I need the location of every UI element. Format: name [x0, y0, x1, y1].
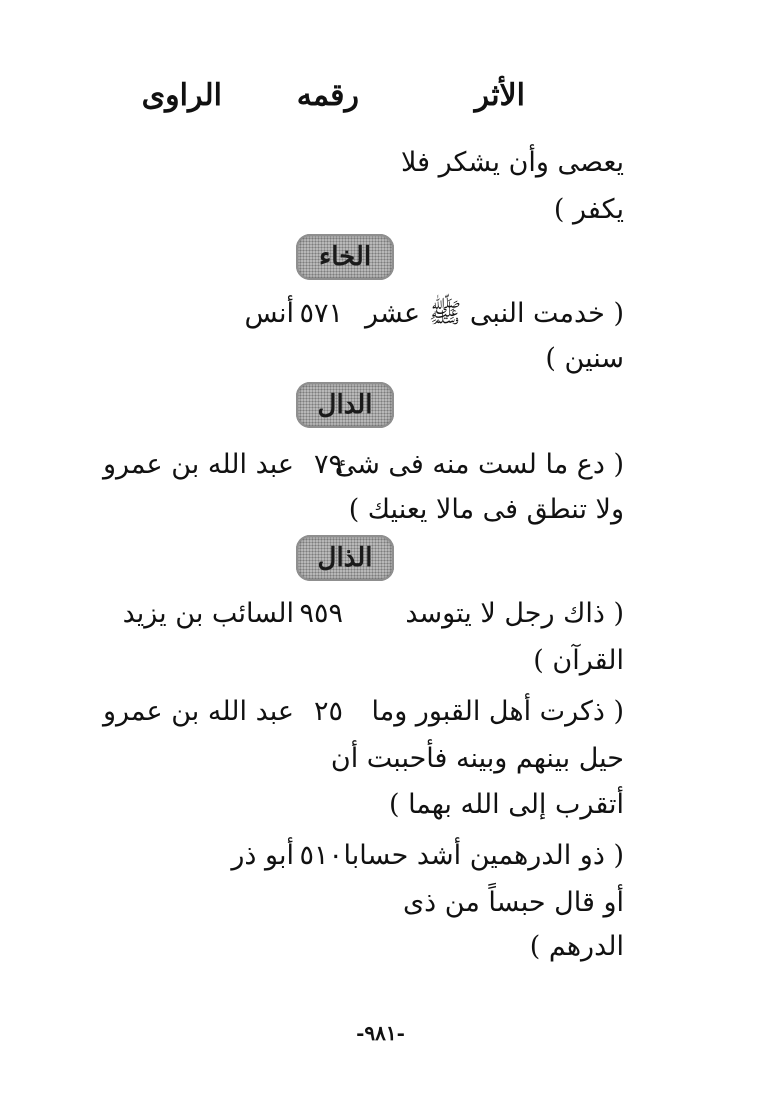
column-header-narrator: الراوى	[141, 78, 222, 113]
page-number: -٩٨١-	[356, 1021, 405, 1045]
athar-number: ٥١٠	[299, 840, 343, 871]
athar-text-line: ( ذو الدرهمين أشد حسابا	[343, 840, 624, 871]
continuation-line: يعصى وأن يشكر فلا	[400, 147, 624, 178]
column-header-number: رقمه	[296, 78, 359, 113]
athar-text-line: القرآن )	[533, 645, 624, 676]
athar-narrator: السائب بن يزيد	[122, 598, 294, 629]
section-badge-kha: الخاء	[296, 234, 394, 280]
section-badge-dhal: الذال	[296, 535, 394, 581]
athar-text-line: ( دع ما لست منه فى شئ	[334, 449, 624, 480]
athar-number: ٩٥٩	[299, 598, 343, 629]
athar-text-line: أتقرب إلى الله بهما )	[388, 789, 624, 820]
athar-text-line: ولا تنطق فى مالا يعنيك )	[348, 494, 624, 525]
athar-text-line: ( ذكرت أهل القبور وما	[371, 696, 624, 727]
athar-narrator: أبو ذر	[231, 840, 294, 871]
athar-number: ٢٥	[313, 696, 343, 727]
athar-text-line: ( ذاك رجل لا يتوسد	[405, 598, 624, 629]
athar-number: ٥٧١	[299, 298, 343, 329]
athar-text-line: الدرهم )	[529, 931, 624, 962]
athar-narrator: عبد الله بن عمرو	[102, 696, 294, 727]
athar-text-line: ( خدمت النبى ﷺ عشر	[365, 298, 624, 329]
athar-narrator: عبد الله بن عمرو	[102, 449, 294, 480]
column-header-athar: الأثر	[474, 78, 525, 113]
continuation-line: يكفر )	[553, 194, 624, 225]
athar-narrator: أنس	[244, 298, 294, 329]
athar-text-line: حيل بينهم وبينه فأحببت أن	[330, 743, 624, 774]
athar-text-line: أو قال حبساً من ذى	[403, 887, 624, 918]
athar-text-line: سنين )	[545, 343, 624, 374]
section-badge-dal: الدال	[296, 382, 394, 428]
athar-number: ٧٩	[313, 449, 343, 480]
